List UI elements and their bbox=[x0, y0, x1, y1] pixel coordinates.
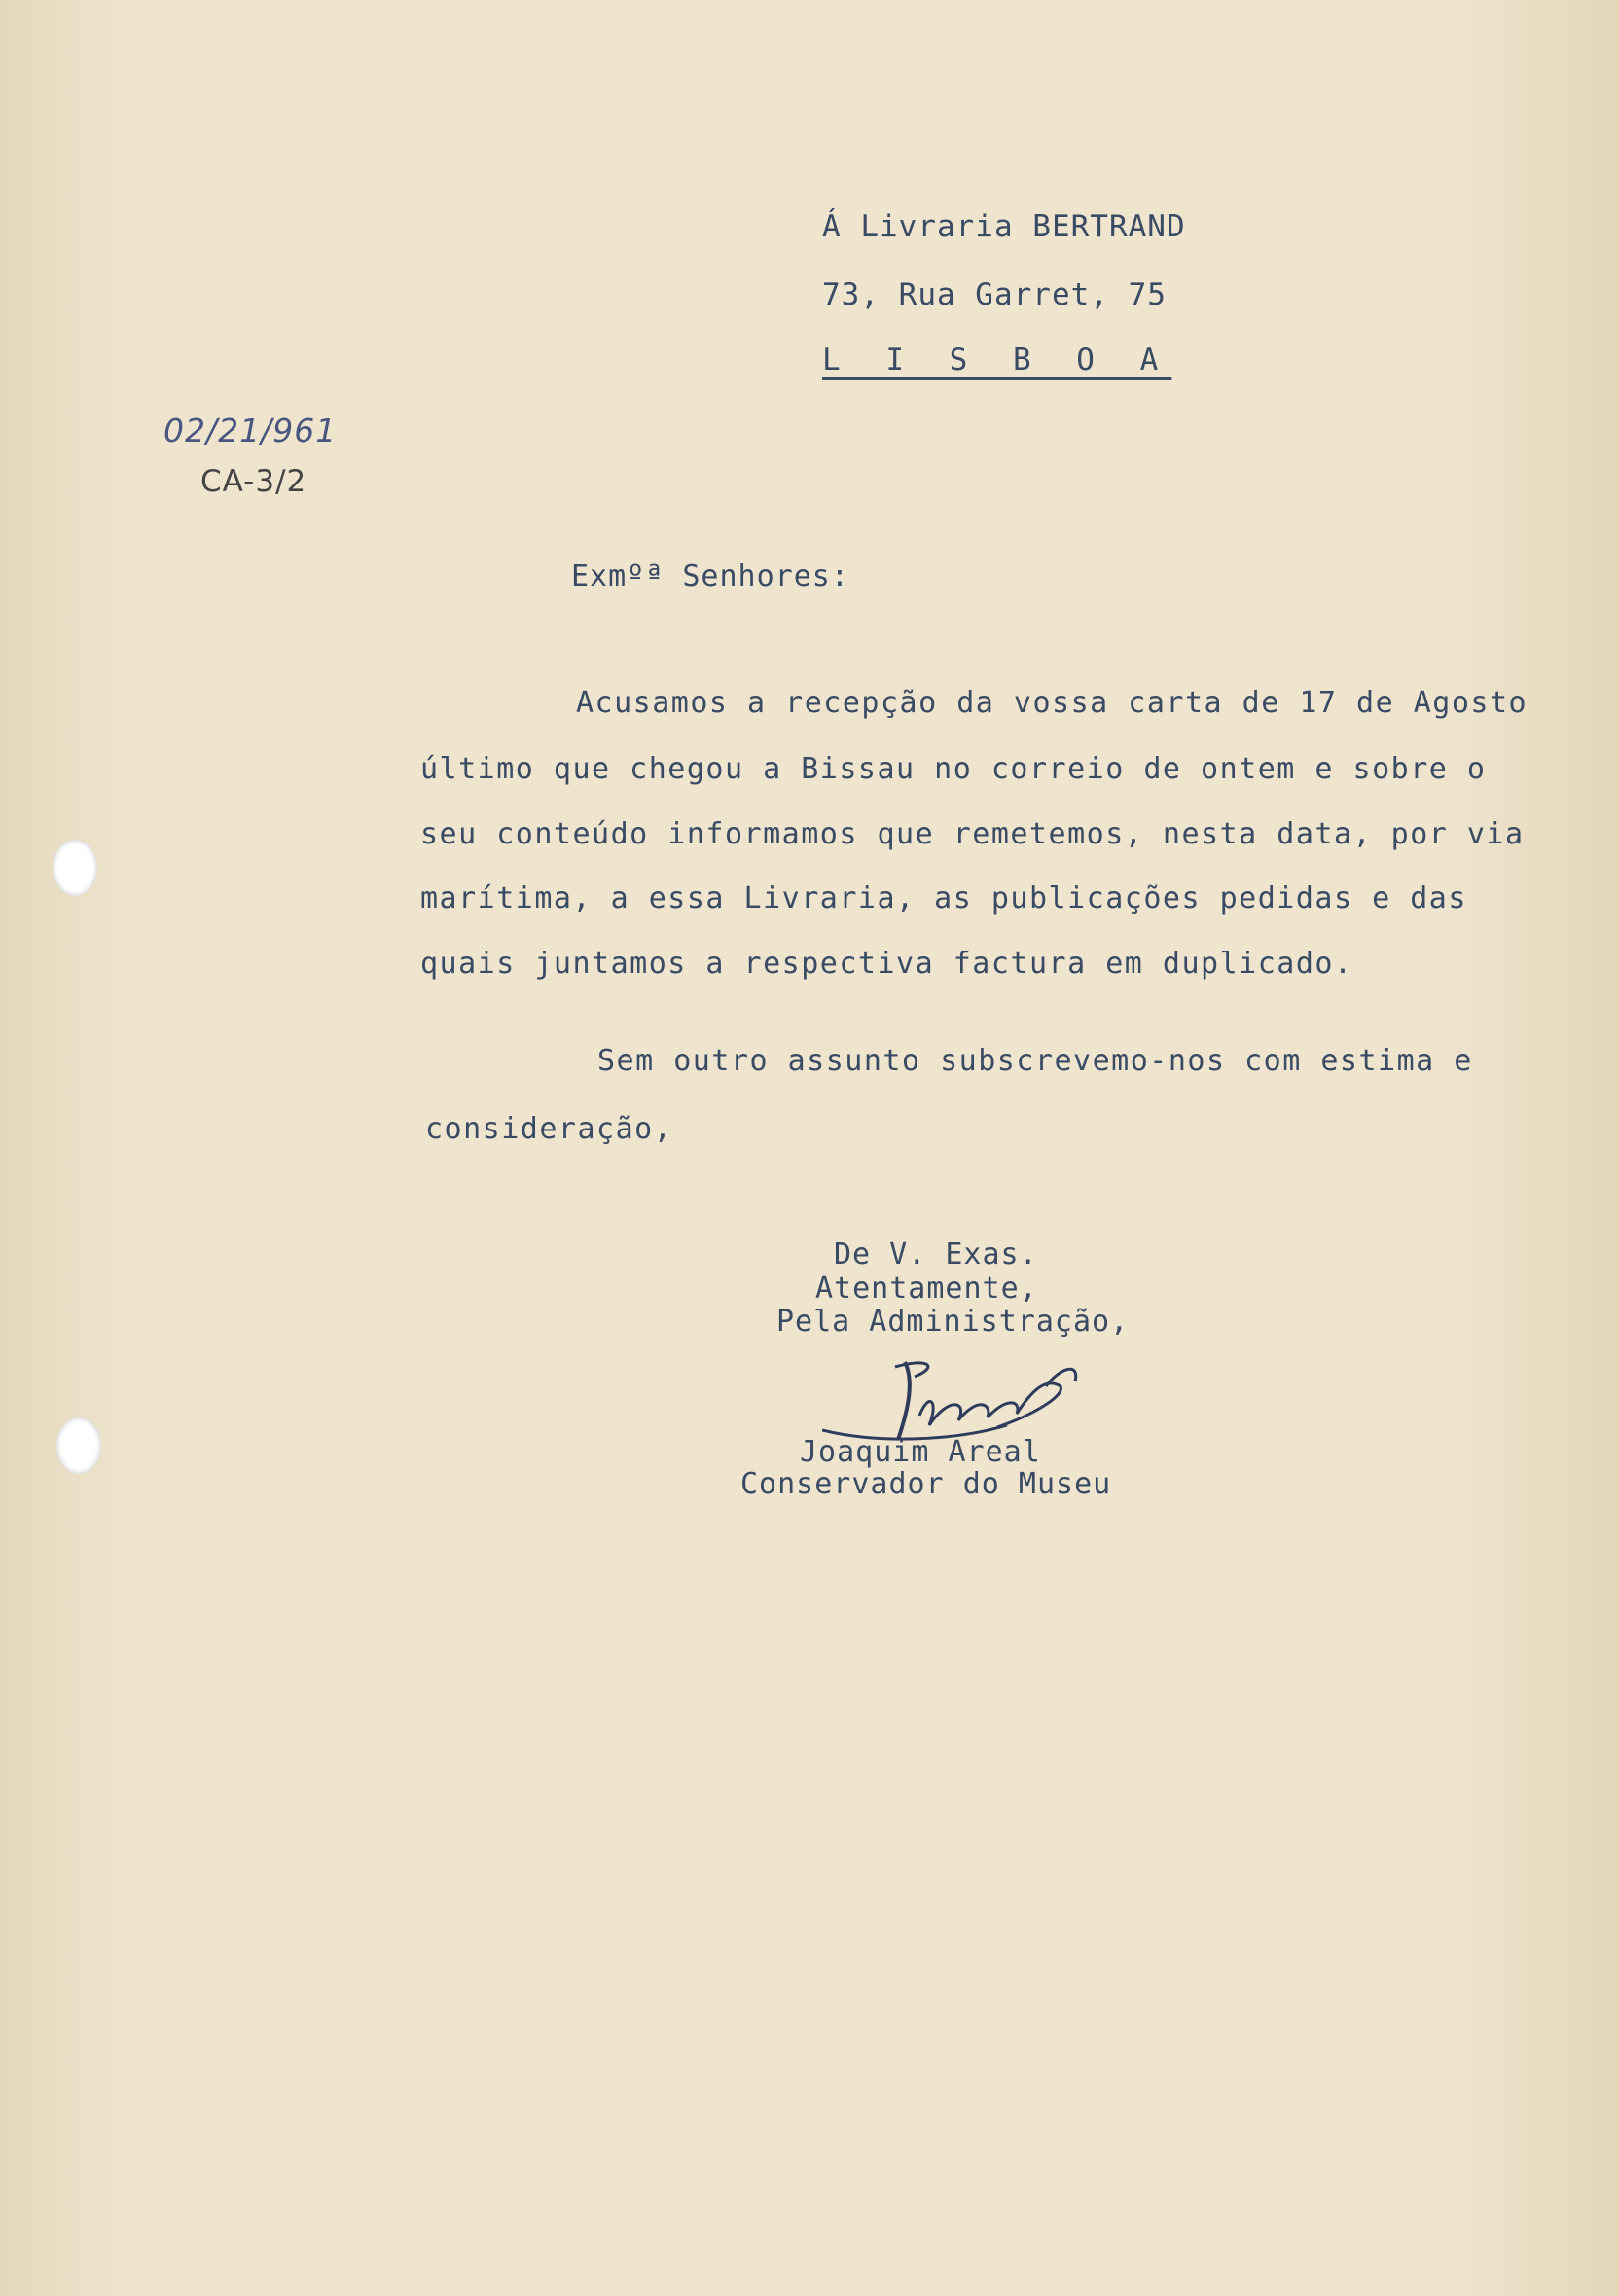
punch-hole-top bbox=[53, 840, 97, 896]
paragraph-1-line: quais juntamos a respectiva factura em duplicado. bbox=[420, 947, 1353, 981]
paragraph-1-line: último que chegou a Bissau no correio de ontem e sobre o bbox=[420, 752, 1487, 786]
signatory-title: Conservador do Museu bbox=[740, 1467, 1112, 1501]
paragraph-1-line: Acusamos a recepção da vossa carta de 17 de Agosto bbox=[576, 686, 1529, 720]
signatory-name: Joaquim Areal bbox=[800, 1435, 1041, 1469]
recipient-line-1: Á Livraria BERTRAND bbox=[822, 209, 1186, 244]
paragraph-2-line: Sem outro assunto subscrevemo-nos com estima e bbox=[597, 1044, 1473, 1078]
reference-code: CA-3/2 bbox=[200, 464, 307, 499]
paragraph-2-line: consideração, bbox=[425, 1112, 673, 1146]
closing-line-2: Atentamente, bbox=[815, 1272, 1038, 1306]
closing-line-3: Pela Administração, bbox=[776, 1305, 1130, 1339]
recipient-line-2: 73, Rua Garret, 75 bbox=[822, 277, 1167, 312]
paragraph-1-line: seu conteúdo informamos que remetemos, nesta data, por via bbox=[420, 817, 1525, 851]
closing-line-1: De V. Exas. bbox=[834, 1238, 1038, 1272]
punch-hole-bottom bbox=[56, 1417, 101, 1474]
salutation: Exmºª Senhores: bbox=[571, 559, 849, 593]
reference-number: 02/21/961 bbox=[163, 412, 338, 449]
paragraph-1-line: marítima, a essa Livraria, as publicações pedidas e das bbox=[420, 881, 1467, 915]
recipient-city: L I S B O A bbox=[822, 342, 1172, 377]
